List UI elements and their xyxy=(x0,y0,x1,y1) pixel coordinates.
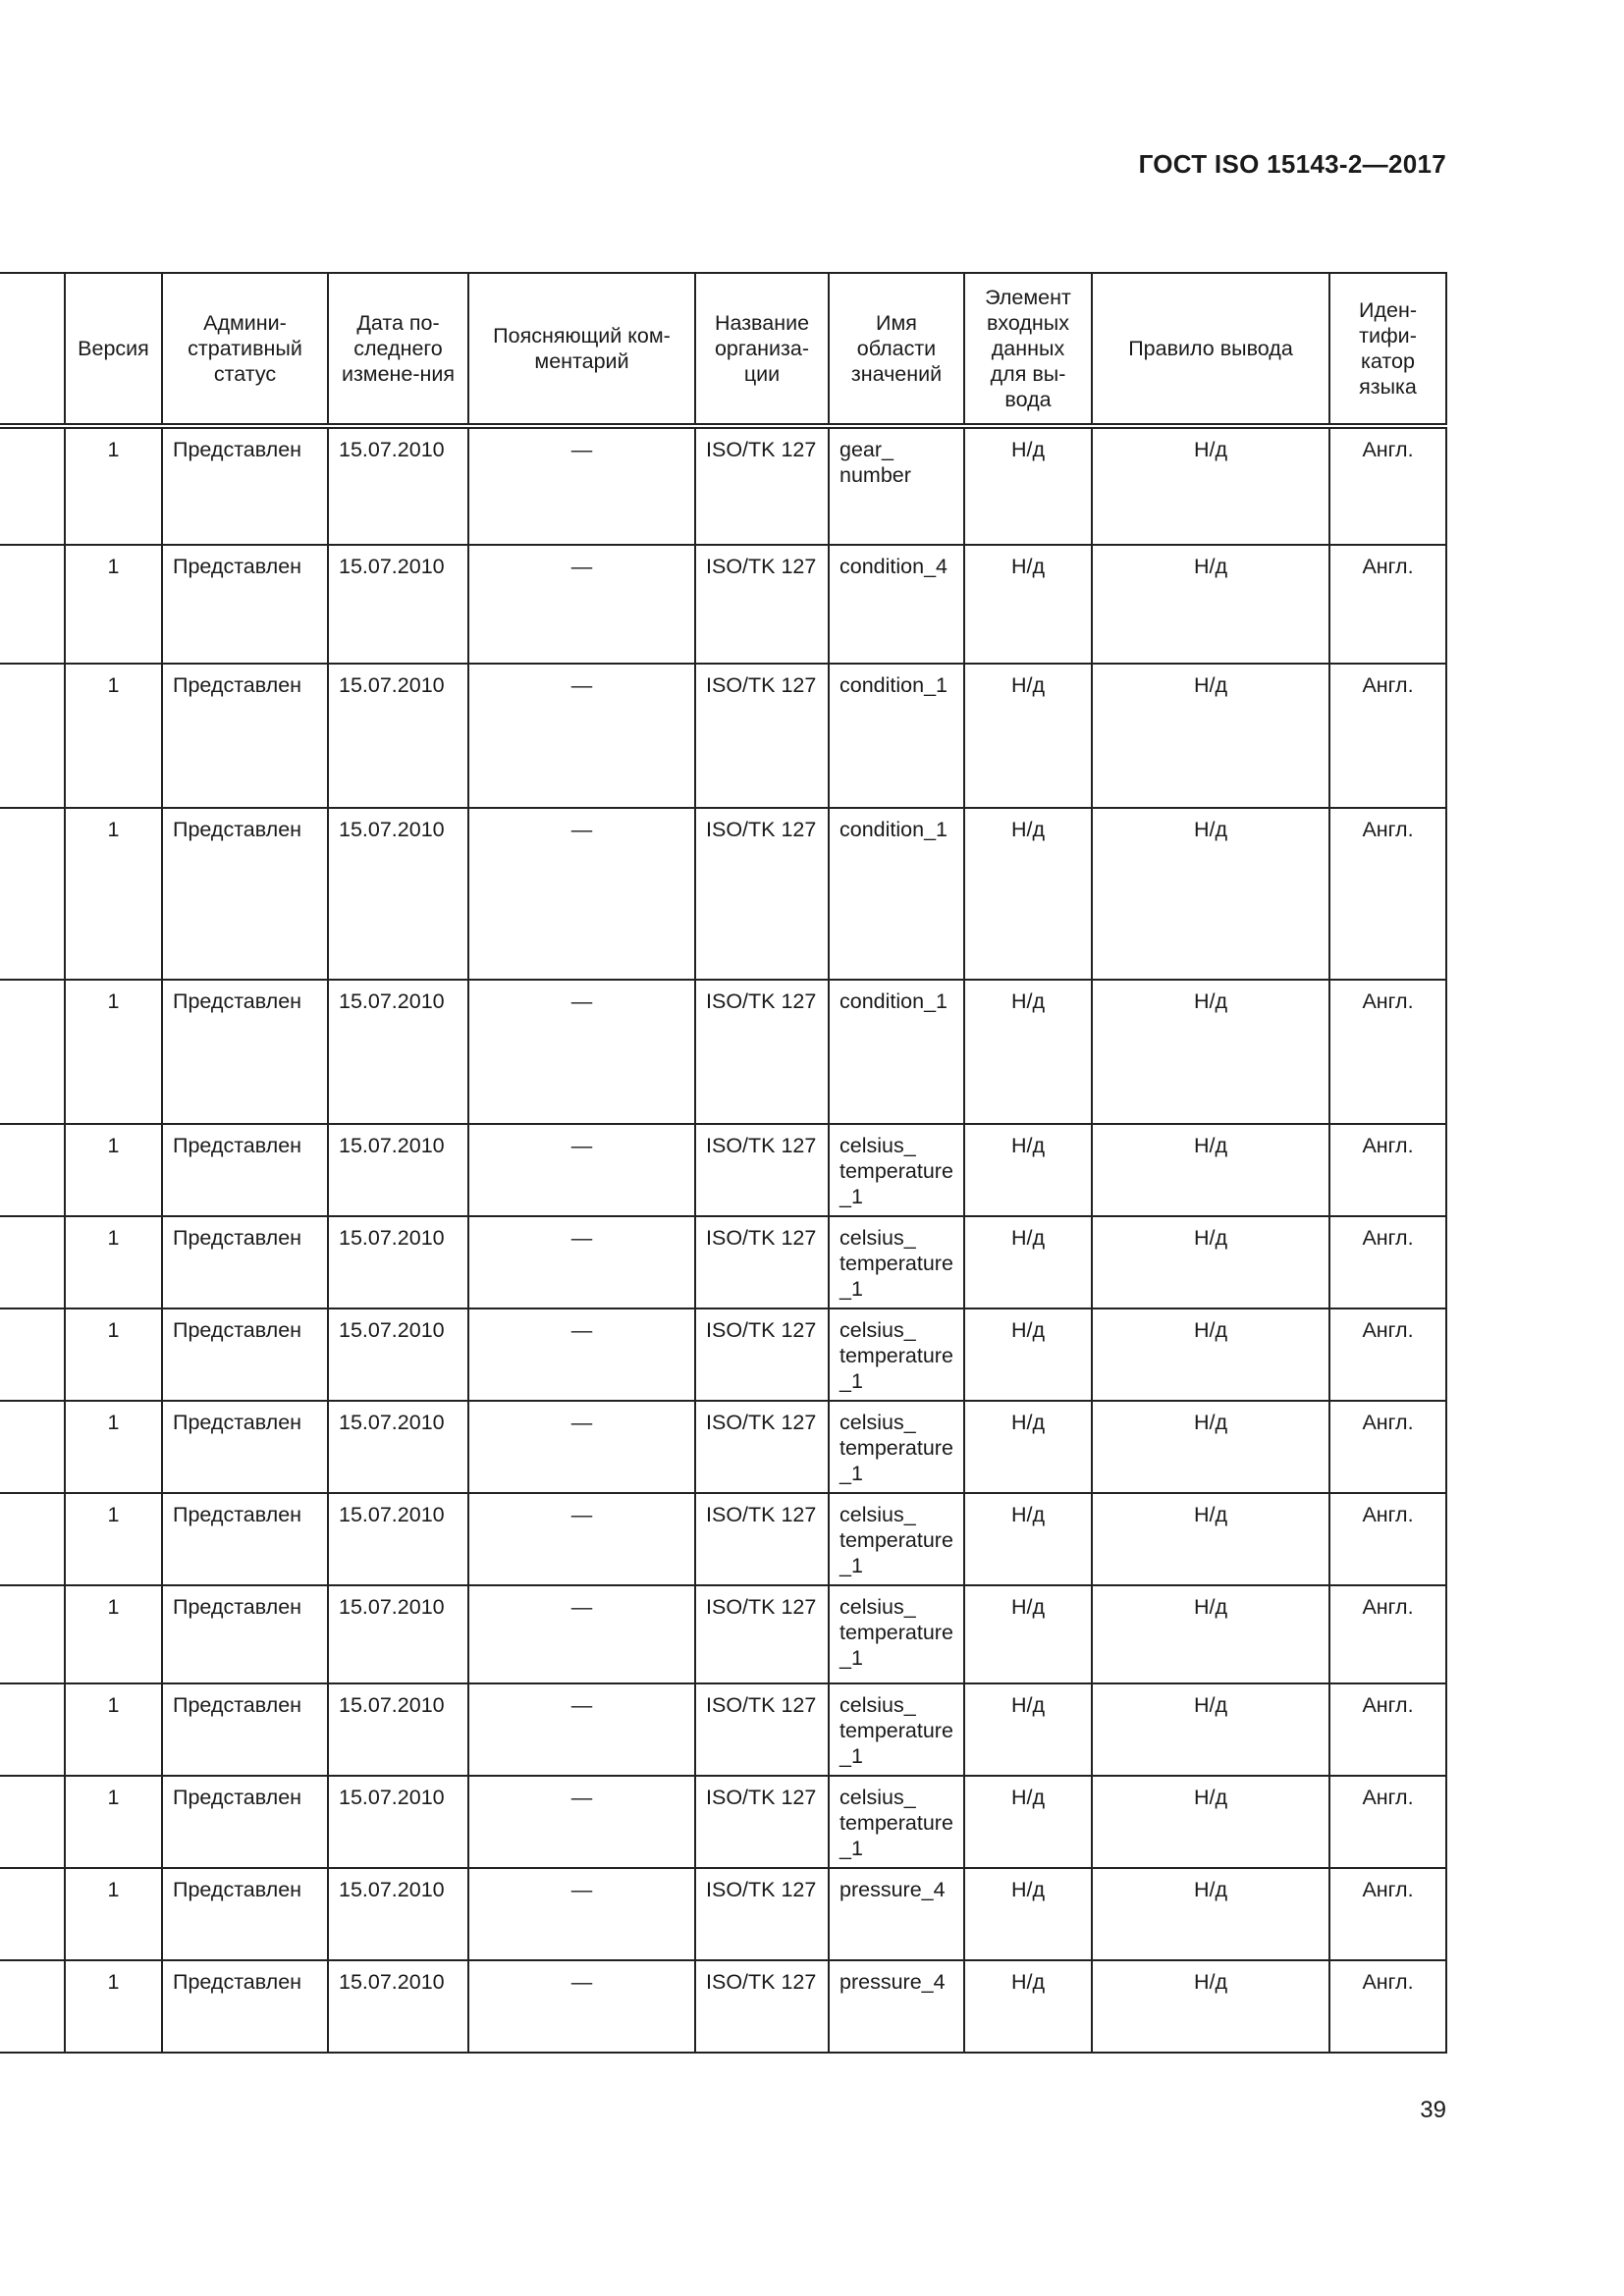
cell-comment: — xyxy=(468,1216,695,1308)
stub-cell xyxy=(0,1960,65,2053)
cell-version: 1 xyxy=(65,1960,162,2053)
cell-date: 15.07.2010 xyxy=(328,1216,468,1308)
table-row xyxy=(0,426,1446,545)
stub-cell xyxy=(0,426,65,545)
cell-org: ISO/TK 127 xyxy=(695,426,829,545)
cell-org: ISO/TK 127 xyxy=(695,1493,829,1585)
cell-comment: — xyxy=(468,1683,695,1776)
stub-cell xyxy=(0,1308,65,1401)
stub-cell xyxy=(0,1124,65,1216)
cell-lang: Англ. xyxy=(1329,808,1446,980)
cell-comment: — xyxy=(468,1585,695,1683)
stub-cell xyxy=(0,545,65,664)
cell-status: Представлен xyxy=(162,1868,328,1960)
col-header-status: Админи-стративный статус xyxy=(162,273,328,426)
cell-lang: Англ. xyxy=(1329,1683,1446,1776)
cell-version: 1 xyxy=(65,664,162,808)
table-row xyxy=(0,1401,1446,1493)
table-row xyxy=(0,980,1446,1124)
cell-domain: condition_1 xyxy=(829,808,964,980)
cell-comment: — xyxy=(468,545,695,664)
cell-element: Н/д xyxy=(964,1308,1092,1401)
cell-status: Представлен xyxy=(162,1683,328,1776)
cell-element: Н/д xyxy=(964,1216,1092,1308)
cell-comment: — xyxy=(468,1308,695,1401)
cell-rule: Н/д xyxy=(1092,1493,1329,1585)
stub-cell xyxy=(0,1216,65,1308)
cell-lang: Англ. xyxy=(1329,1493,1446,1585)
cell-date: 15.07.2010 xyxy=(328,1960,468,2053)
cell-element: Н/д xyxy=(964,1960,1092,2053)
cell-comment: — xyxy=(468,664,695,808)
cell-status: Представлен xyxy=(162,1124,328,1216)
table-row xyxy=(0,1493,1446,1585)
table-row xyxy=(0,808,1446,980)
cell-lang: Англ. xyxy=(1329,1124,1446,1216)
cell-lang: Англ. xyxy=(1329,1960,1446,2053)
cell-lang: Англ. xyxy=(1329,1868,1446,1960)
cell-status: Представлен xyxy=(162,545,328,664)
cell-rule: Н/д xyxy=(1092,545,1329,664)
stub-cell xyxy=(0,1868,65,1960)
cell-status: Представлен xyxy=(162,664,328,808)
cell-status: Представлен xyxy=(162,1960,328,2053)
col-header-date: Дата по-следнего измене-ния xyxy=(328,273,468,426)
cell-date: 15.07.2010 xyxy=(328,1868,468,1960)
cell-rule: Н/д xyxy=(1092,1308,1329,1401)
cell-version: 1 xyxy=(65,1683,162,1776)
cell-domain: celsius_ temperature _1 xyxy=(829,1683,964,1776)
cell-domain: celsius_ temperature _1 xyxy=(829,1216,964,1308)
cell-domain: gear_ number xyxy=(829,426,964,545)
cell-org: ISO/TK 127 xyxy=(695,1868,829,1960)
cell-element: Н/д xyxy=(964,664,1092,808)
cell-date: 15.07.2010 xyxy=(328,1308,468,1401)
cell-lang: Англ. xyxy=(1329,980,1446,1124)
cell-comment: — xyxy=(468,1776,695,1868)
cell-version: 1 xyxy=(65,1124,162,1216)
cell-org: ISO/TK 127 xyxy=(695,808,829,980)
cell-comment: — xyxy=(468,1124,695,1216)
stub-cell xyxy=(0,1493,65,1585)
cell-comment: — xyxy=(468,1960,695,2053)
cell-org: ISO/TK 127 xyxy=(695,1124,829,1216)
cell-version: 1 xyxy=(65,1308,162,1401)
col-header-comment: Поясняющий ком-ментарий xyxy=(468,273,695,426)
document-code: ГОСТ ISO 15143-2—2017 xyxy=(1138,149,1446,179)
cell-version: 1 xyxy=(65,1493,162,1585)
cell-version: 1 xyxy=(65,1868,162,1960)
cell-domain: celsius_ temperature _1 xyxy=(829,1124,964,1216)
cell-version: 1 xyxy=(65,426,162,545)
cell-date: 15.07.2010 xyxy=(328,426,468,545)
cell-domain: celsius_ temperature _1 xyxy=(829,1585,964,1683)
cell-element: Н/д xyxy=(964,1683,1092,1776)
cell-status: Представлен xyxy=(162,1216,328,1308)
cell-element: Н/д xyxy=(964,426,1092,545)
table-row xyxy=(0,1308,1446,1401)
cell-domain: condition_4 xyxy=(829,545,964,664)
cell-comment: — xyxy=(468,1868,695,1960)
col-header-org: Название организа-ции xyxy=(695,273,829,426)
cell-rule: Н/д xyxy=(1092,808,1329,980)
cell-element: Н/д xyxy=(964,545,1092,664)
col-header-lang: Иден-тифи-катор языка xyxy=(1329,273,1446,426)
page-number: 39 xyxy=(1420,2097,1446,2123)
cell-lang: Англ. xyxy=(1329,426,1446,545)
cell-rule: Н/д xyxy=(1092,1124,1329,1216)
cell-lang: Англ. xyxy=(1329,1776,1446,1868)
cell-date: 15.07.2010 xyxy=(328,808,468,980)
cell-version: 1 xyxy=(65,1776,162,1868)
data-table xyxy=(0,272,1447,2054)
table-row xyxy=(0,1124,1446,1216)
col-header-rule: Правило вывода xyxy=(1092,273,1329,426)
table-header-row xyxy=(0,273,1446,426)
cell-status: Представлен xyxy=(162,1493,328,1585)
stub-cell xyxy=(0,664,65,808)
cell-element: Н/д xyxy=(964,1585,1092,1683)
stub-cell xyxy=(0,1401,65,1493)
cell-element: Н/д xyxy=(964,1401,1092,1493)
cell-org: ISO/TK 127 xyxy=(695,980,829,1124)
cell-date: 15.07.2010 xyxy=(328,1493,468,1585)
cell-element: Н/д xyxy=(964,1868,1092,1960)
cell-rule: Н/д xyxy=(1092,664,1329,808)
cell-version: 1 xyxy=(65,1585,162,1683)
cell-comment: — xyxy=(468,1493,695,1585)
cell-domain: celsius_ temperature _1 xyxy=(829,1776,964,1868)
cell-domain: pressure_4 xyxy=(829,1960,964,2053)
table-row xyxy=(0,1868,1446,1960)
cell-status: Представлен xyxy=(162,980,328,1124)
stub-header xyxy=(0,273,65,426)
stub-cell xyxy=(0,1585,65,1683)
cell-element: Н/д xyxy=(964,1124,1092,1216)
cell-rule: Н/д xyxy=(1092,1776,1329,1868)
table-row xyxy=(0,545,1446,664)
cell-rule: Н/д xyxy=(1092,1216,1329,1308)
cell-lang: Англ. xyxy=(1329,1401,1446,1493)
cell-status: Представлен xyxy=(162,1308,328,1401)
cell-rule: Н/д xyxy=(1092,1585,1329,1683)
cell-lang: Англ. xyxy=(1329,1585,1446,1683)
col-header-version: Версия xyxy=(65,273,162,426)
col-header-element: Элемент входных данных для вы-вода xyxy=(964,273,1092,426)
cell-org: ISO/TK 127 xyxy=(695,1585,829,1683)
cell-date: 15.07.2010 xyxy=(328,980,468,1124)
col-header-domain: Имя области значений xyxy=(829,273,964,426)
cell-status: Представлен xyxy=(162,1401,328,1493)
cell-rule: Н/д xyxy=(1092,1401,1329,1493)
cell-domain: celsius_ temperature _1 xyxy=(829,1401,964,1493)
cell-status: Представлен xyxy=(162,426,328,545)
cell-date: 15.07.2010 xyxy=(328,1585,468,1683)
cell-status: Представлен xyxy=(162,1776,328,1868)
stub-cell xyxy=(0,1776,65,1868)
cell-comment: — xyxy=(468,1401,695,1493)
table-row xyxy=(0,1216,1446,1308)
cell-element: Н/д xyxy=(964,980,1092,1124)
cell-org: ISO/TK 127 xyxy=(695,664,829,808)
cell-rule: Н/д xyxy=(1092,426,1329,545)
cell-org: ISO/TK 127 xyxy=(695,1308,829,1401)
cell-status: Представлен xyxy=(162,808,328,980)
cell-org: ISO/TK 127 xyxy=(695,1683,829,1776)
cell-comment: — xyxy=(468,808,695,980)
table-row xyxy=(0,664,1446,808)
cell-domain: pressure_4 xyxy=(829,1868,964,1960)
cell-element: Н/д xyxy=(964,1493,1092,1585)
cell-lang: Англ. xyxy=(1329,664,1446,808)
cell-org: ISO/TK 127 xyxy=(695,545,829,664)
cell-version: 1 xyxy=(65,1216,162,1308)
cell-date: 15.07.2010 xyxy=(328,1124,468,1216)
cell-domain: condition_1 xyxy=(829,980,964,1124)
cell-org: ISO/TK 127 xyxy=(695,1776,829,1868)
cell-rule: Н/д xyxy=(1092,1868,1329,1960)
cell-date: 15.07.2010 xyxy=(328,1776,468,1868)
cell-version: 1 xyxy=(65,808,162,980)
stub-cell xyxy=(0,808,65,980)
cell-status: Представлен xyxy=(162,1585,328,1683)
cell-comment: — xyxy=(468,980,695,1124)
stub-cell xyxy=(0,980,65,1124)
cell-domain: celsius_ temperature _1 xyxy=(829,1308,964,1401)
cell-rule: Н/д xyxy=(1092,1960,1329,2053)
cell-lang: Англ. xyxy=(1329,1308,1446,1401)
cell-rule: Н/д xyxy=(1092,1683,1329,1776)
cell-org: ISO/TK 127 xyxy=(695,1960,829,2053)
table-row xyxy=(0,1683,1446,1776)
cell-date: 15.07.2010 xyxy=(328,664,468,808)
table-row xyxy=(0,1960,1446,2053)
cell-lang: Англ. xyxy=(1329,1216,1446,1308)
cell-domain: celsius_ temperature _1 xyxy=(829,1493,964,1585)
cell-date: 15.07.2010 xyxy=(328,1683,468,1776)
cell-element: Н/д xyxy=(964,808,1092,980)
stub-cell xyxy=(0,1683,65,1776)
cell-element: Н/д xyxy=(964,1776,1092,1868)
cell-org: ISO/TK 127 xyxy=(695,1401,829,1493)
table-row xyxy=(0,1776,1446,1868)
cell-version: 1 xyxy=(65,1401,162,1493)
cell-version: 1 xyxy=(65,545,162,664)
cell-lang: Англ. xyxy=(1329,545,1446,664)
cell-org: ISO/TK 127 xyxy=(695,1216,829,1308)
table-row xyxy=(0,1585,1446,1683)
cell-date: 15.07.2010 xyxy=(328,545,468,664)
cell-date: 15.07.2010 xyxy=(328,1401,468,1493)
cell-domain: condition_1 xyxy=(829,664,964,808)
cell-comment: — xyxy=(468,426,695,545)
cell-version: 1 xyxy=(65,980,162,1124)
cell-rule: Н/д xyxy=(1092,980,1329,1124)
